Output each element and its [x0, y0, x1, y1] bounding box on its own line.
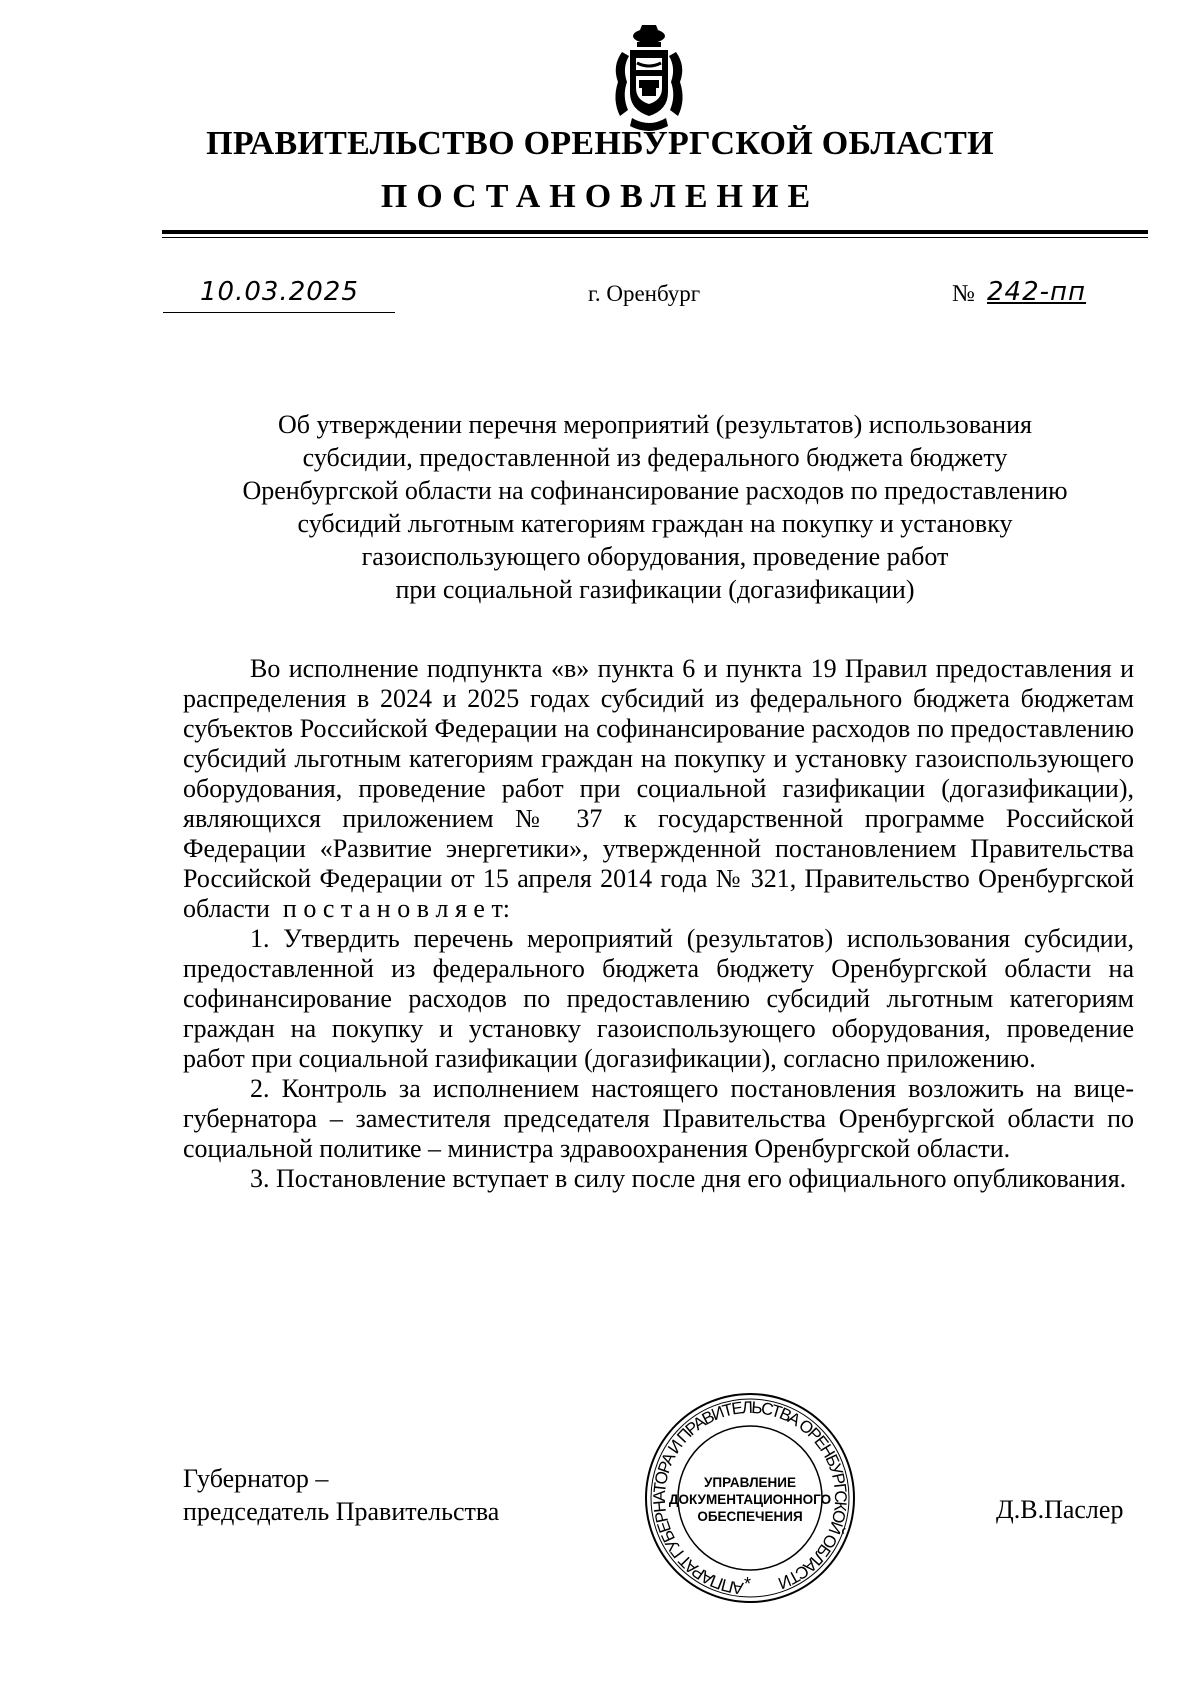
seal-star: *	[744, 1574, 752, 1594]
seal-inner-text	[660, 1474, 840, 1525]
header-rule	[162, 230, 1148, 234]
title-line: субсидии, предоставленной из федерального бюджета бюджету	[302, 443, 1008, 472]
item-3-paragraph: 3. Постановление вступает в силу после дня его официального опубликования.	[250, 1164, 1127, 1193]
title-line: Оренбургской области на софинансирование расходов по предоставлению	[242, 476, 1068, 505]
number-sign: №	[952, 281, 975, 307]
document-date: 10.03.2025	[200, 277, 359, 307]
seal-inner-line: ДОКУМЕНТАЦИОННОГО	[668, 1492, 832, 1507]
title-line: газоиспользующего оборудования, проведение работ	[361, 542, 949, 571]
document-title	[160, 408, 1150, 606]
document-type-heading: ПОСТАНОВЛЕНИЕ	[380, 178, 820, 215]
coat-of-arms-emblem	[608, 22, 690, 134]
seal-outer-text: АППАРАТ ГУБЕРНАТОРА И ПРАВИТЕЛЬСТВА ОРЕНБУРГСКОЙ ОБЛАСТИ	[649, 1397, 851, 1598]
signatory-position	[183, 1462, 499, 1528]
item-2-paragraph: 2. Контроль за исполнением настоящего постановления возложить на вице-губернатора – заместителя председателя Правительства Оренбургской области по социальной политике – министра здравоохранения Оренбургской области.	[183, 1074, 1134, 1163]
document-number: 242-пп	[987, 277, 1087, 307]
signatory-name: Д.В.Паслер	[996, 1495, 1124, 1524]
decree-word: п о с т а н о в л я е т:	[282, 894, 511, 923]
intro-text: Во исполнение подпункта «в» пункта 6 и пункта 19 Правил предоставления и распределения в 2024 и 2025 годах субсидий из федерального бюджета бюджетам субъектов Российской Федерации на софинансирование расходов по предоставлению субсидий льготным категориям граждан на покупку и установку газоиспользующего оборудования, проведение работ при социальной газификации (догазификации), являющихся приложением № 37 к государственной программе Российской Федерации «Развитие энергетики», утвержденной постановлением Правительства Российской Федерации от 15 апреля 2014 года № 321, Правительство Оренбургской области	[183, 654, 1134, 923]
seal-inner-line: УПРАВЛЕНИЕ	[703, 1475, 796, 1490]
seal-inner-line: ОБЕСПЕЧЕНИЯ	[697, 1509, 803, 1524]
organization-heading: ПРАВИТЕЛЬСТВО ОРЕНБУРГСКОЙ ОБЛАСТИ	[206, 125, 994, 162]
title-line: Об утверждении перечня мероприятий (результатов) использования	[278, 410, 1032, 439]
city: г. Оренбург	[588, 281, 701, 306]
item-1-paragraph: 1. Утвердить перечень мероприятий (результатов) использования субсидии, предоставленной из федерального бюджета бюджету Оренбургской области на софинансирование расходов по предоставлению субсидий льготным категориям граждан на покупку и установку газоиспользующего оборудования, проведение работ при социальной газификации (догазификации), согласно приложению.	[183, 924, 1134, 1073]
date-underline	[163, 312, 395, 313]
header-rule-thin	[162, 237, 1148, 238]
title-line: при социальной газификации (догазификации)	[395, 575, 915, 604]
title-line: субсидий льготным категориям граждан на покупку и установку	[297, 509, 1013, 538]
intro-paragraph	[183, 654, 1134, 924]
position-line: председатель Правительства	[183, 1497, 500, 1526]
position-line: Губернатор –	[183, 1464, 329, 1493]
document-body	[183, 654, 1134, 1194]
